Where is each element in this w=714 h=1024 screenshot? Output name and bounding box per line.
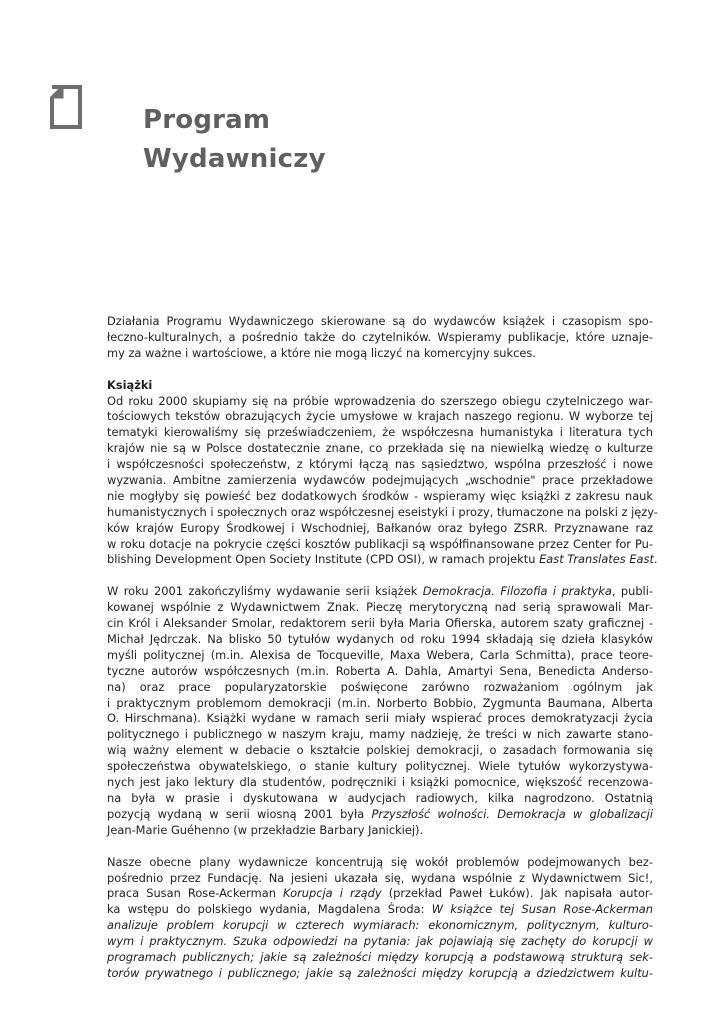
text-line: w roku dotacje na pokrycie części kosztów publikacji są współfinansowane przez Center for Pu- xyxy=(107,536,653,551)
page-title xyxy=(143,101,326,179)
section-heading: Książki xyxy=(107,377,153,392)
text-line: nie mogłyby się powieść bez dodatkowych środków - wspieramy więc książki z zakresu nauk xyxy=(107,488,653,503)
text-line: Działania Programu Wydawniczego skierowane są do wydawców książek i czasopism spo- xyxy=(107,314,653,328)
text-line: O. Hirschmana). Książki wydane w ramach serii miały wspierać proces demokratyzacji życia xyxy=(107,711,653,726)
series-paragraph xyxy=(107,584,653,838)
text-line: i współczesności społeczeństw, z którymi łączą nas sąsiedztwo, wspólna przeszłość i nowe xyxy=(107,457,653,472)
text-line xyxy=(107,886,653,902)
text-line: pośrednio przez Fundację. Na jesieni ukazała się, wydana wspólnie z Wydawnictwem Sic!, xyxy=(107,870,653,885)
text-line: na była w prasie i dyskutowana w audycjach radiowych, kilka nagrodzono. Ostatnią xyxy=(107,790,653,805)
book-title: Przyszłość wolności. Demokracja w globalizacji xyxy=(371,806,653,821)
text-line: Michał Jędrczak. Na blisko 50 tytułów wydanych od roku 1994 składają się dzieła klasyków xyxy=(107,632,653,647)
text-run: , publi- xyxy=(611,584,653,599)
text-line xyxy=(107,584,653,600)
text-line: wyzwania. Ambitne zamierzenia wydawców podejmujących „wschodnie" prace przekładowe xyxy=(107,473,653,488)
title-line-1: Program xyxy=(143,105,271,135)
text-line: Nasze obecne plany wydawnicze koncentrują się wokół problemów podejmowanych bez- xyxy=(107,854,653,869)
text-line: nych jest jako lektury dla studentów, podręczniki i książki pomocnice, większość recenzowa- xyxy=(107,775,653,790)
text-line: Od roku 2000 skupiamy się na próbie wprowadzenia do szerszego obiegu czytelniczego war- xyxy=(107,393,653,408)
text-line xyxy=(107,807,653,823)
text-line: Jean-Marie Guéhenno (w przekładzie Barbary Janickiej). xyxy=(107,822,424,837)
text-line: na) oraz prace popularyzatorskie poświęcone zarówno rozważaniom ogólnym jak xyxy=(107,679,653,694)
text-line: programach publicznych; jakie są zależności między korupcją a podstawową strukturą sek- xyxy=(107,949,653,964)
text-line: tyczne autorów współczesnych (m.in. Roberta A. Dahla, Amartyi Sena, Benedicta Anderso- xyxy=(107,663,653,678)
text-line: ków krajów Europy Środkowej i Wschodniej, Bałkanów oraz byłego ZSRR. Przyznawane raz xyxy=(107,520,653,535)
text-line: my za ważne i wartościowe, a które nie mogą liczyć na komercyjny sukces. xyxy=(107,345,536,360)
intro-paragraph xyxy=(107,314,653,362)
text-line: tematyki kierowaliśmy się przeświadczeniem, że współczesna humanistyka i literatura tych xyxy=(107,425,653,440)
text-line: i praktycznym problemom demokracji (m.in. Norberto Bobbio, Zygmunta Baumana, Alberta xyxy=(107,695,653,710)
book-title: Korupcja i rządy xyxy=(283,886,382,901)
text-run: ka wstępu do polskiego wydania, Magdalena Środa: xyxy=(107,902,432,917)
text-line: politycznego i publicznego w naszym kraju, mamy nadzieję, że treści w nich zawarte stano- xyxy=(107,727,653,742)
text-line: wym i praktycznym. Szuka odpowiedzi na pytania: jak pojawiają się zachęty do korupcji w xyxy=(107,934,653,949)
text-line: myśli politycznej (m.in. Alexisa de Tocqueville, Maxa Webera, Carla Schmitta), prace teore- xyxy=(107,647,653,662)
quote-text: W książce tej Susan Rose-Ackerman xyxy=(431,902,653,917)
text-line: tościowych tekstów obrazujących życie umysłowe w krajach naszego regionu. W wyborze tej xyxy=(107,409,653,424)
text-line xyxy=(107,902,653,918)
series-title: Demokracja. Filozofia i praktyka xyxy=(422,584,612,599)
text-line: kowanej wspólnie z Wydawnictwem Znak. Pieczę merytoryczną nad serią sprawowali Mar- xyxy=(107,600,653,615)
text-run: pozycją wydaną w serii wiosną 2001 była xyxy=(107,806,372,821)
plans-paragraph xyxy=(107,855,653,982)
text-line: humanistycznych i społecznych oraz współczesnej eseistyki i prozy, tłumaczone na polski z języ- xyxy=(107,504,658,519)
text-run: (przekład Paweł Łuków). Jak napisała autor- xyxy=(381,886,653,901)
text-line: łeczno-kulturalnych, a pośrednio także do czytelników. Wspieramy publikacje, które uznaje- xyxy=(107,329,653,344)
document-icon xyxy=(50,85,82,129)
text-run: . xyxy=(653,552,658,567)
text-run: W roku 2001 zakończyliśmy wydawanie serii książek xyxy=(107,584,423,599)
document-body xyxy=(107,314,658,982)
text-line: wią ważny element w debacie o kształcie polskiej demokracji, o zasadach formowania się xyxy=(107,743,653,758)
text-line: krajów nie są w Polsce dostatecznie znane, co przekłada się na niewielką wiedzę o kulturze xyxy=(107,441,653,456)
text-run: blishing Development Open Society Institute (CPD OSI), w ramach projektu xyxy=(107,552,540,567)
text-run: praca Susan Rose-Ackerman xyxy=(107,886,284,901)
text-line xyxy=(107,552,658,568)
text-line: analizuje problem korupcji w czterech wymiarach: ekonomicznym, politycznym, kulturo- xyxy=(107,918,653,933)
text-line: cin Król i Aleksander Smolar, redaktorem serii była Maria Ofierska, autorem szaty graficznej - xyxy=(107,616,653,631)
books-section xyxy=(107,377,658,569)
text-line: społeczeństwa obywatelskiego, o stanie kultury politycznej. Wiele tytułów wykorzystywa- xyxy=(107,759,653,774)
title-line-2: Wydawniczy xyxy=(143,144,326,174)
project-name: East Translates East xyxy=(539,552,654,567)
text-line: torów prywatnego i publicznego; jakie są zależności między korupcją a dziedzictwem kultu- xyxy=(107,965,653,980)
